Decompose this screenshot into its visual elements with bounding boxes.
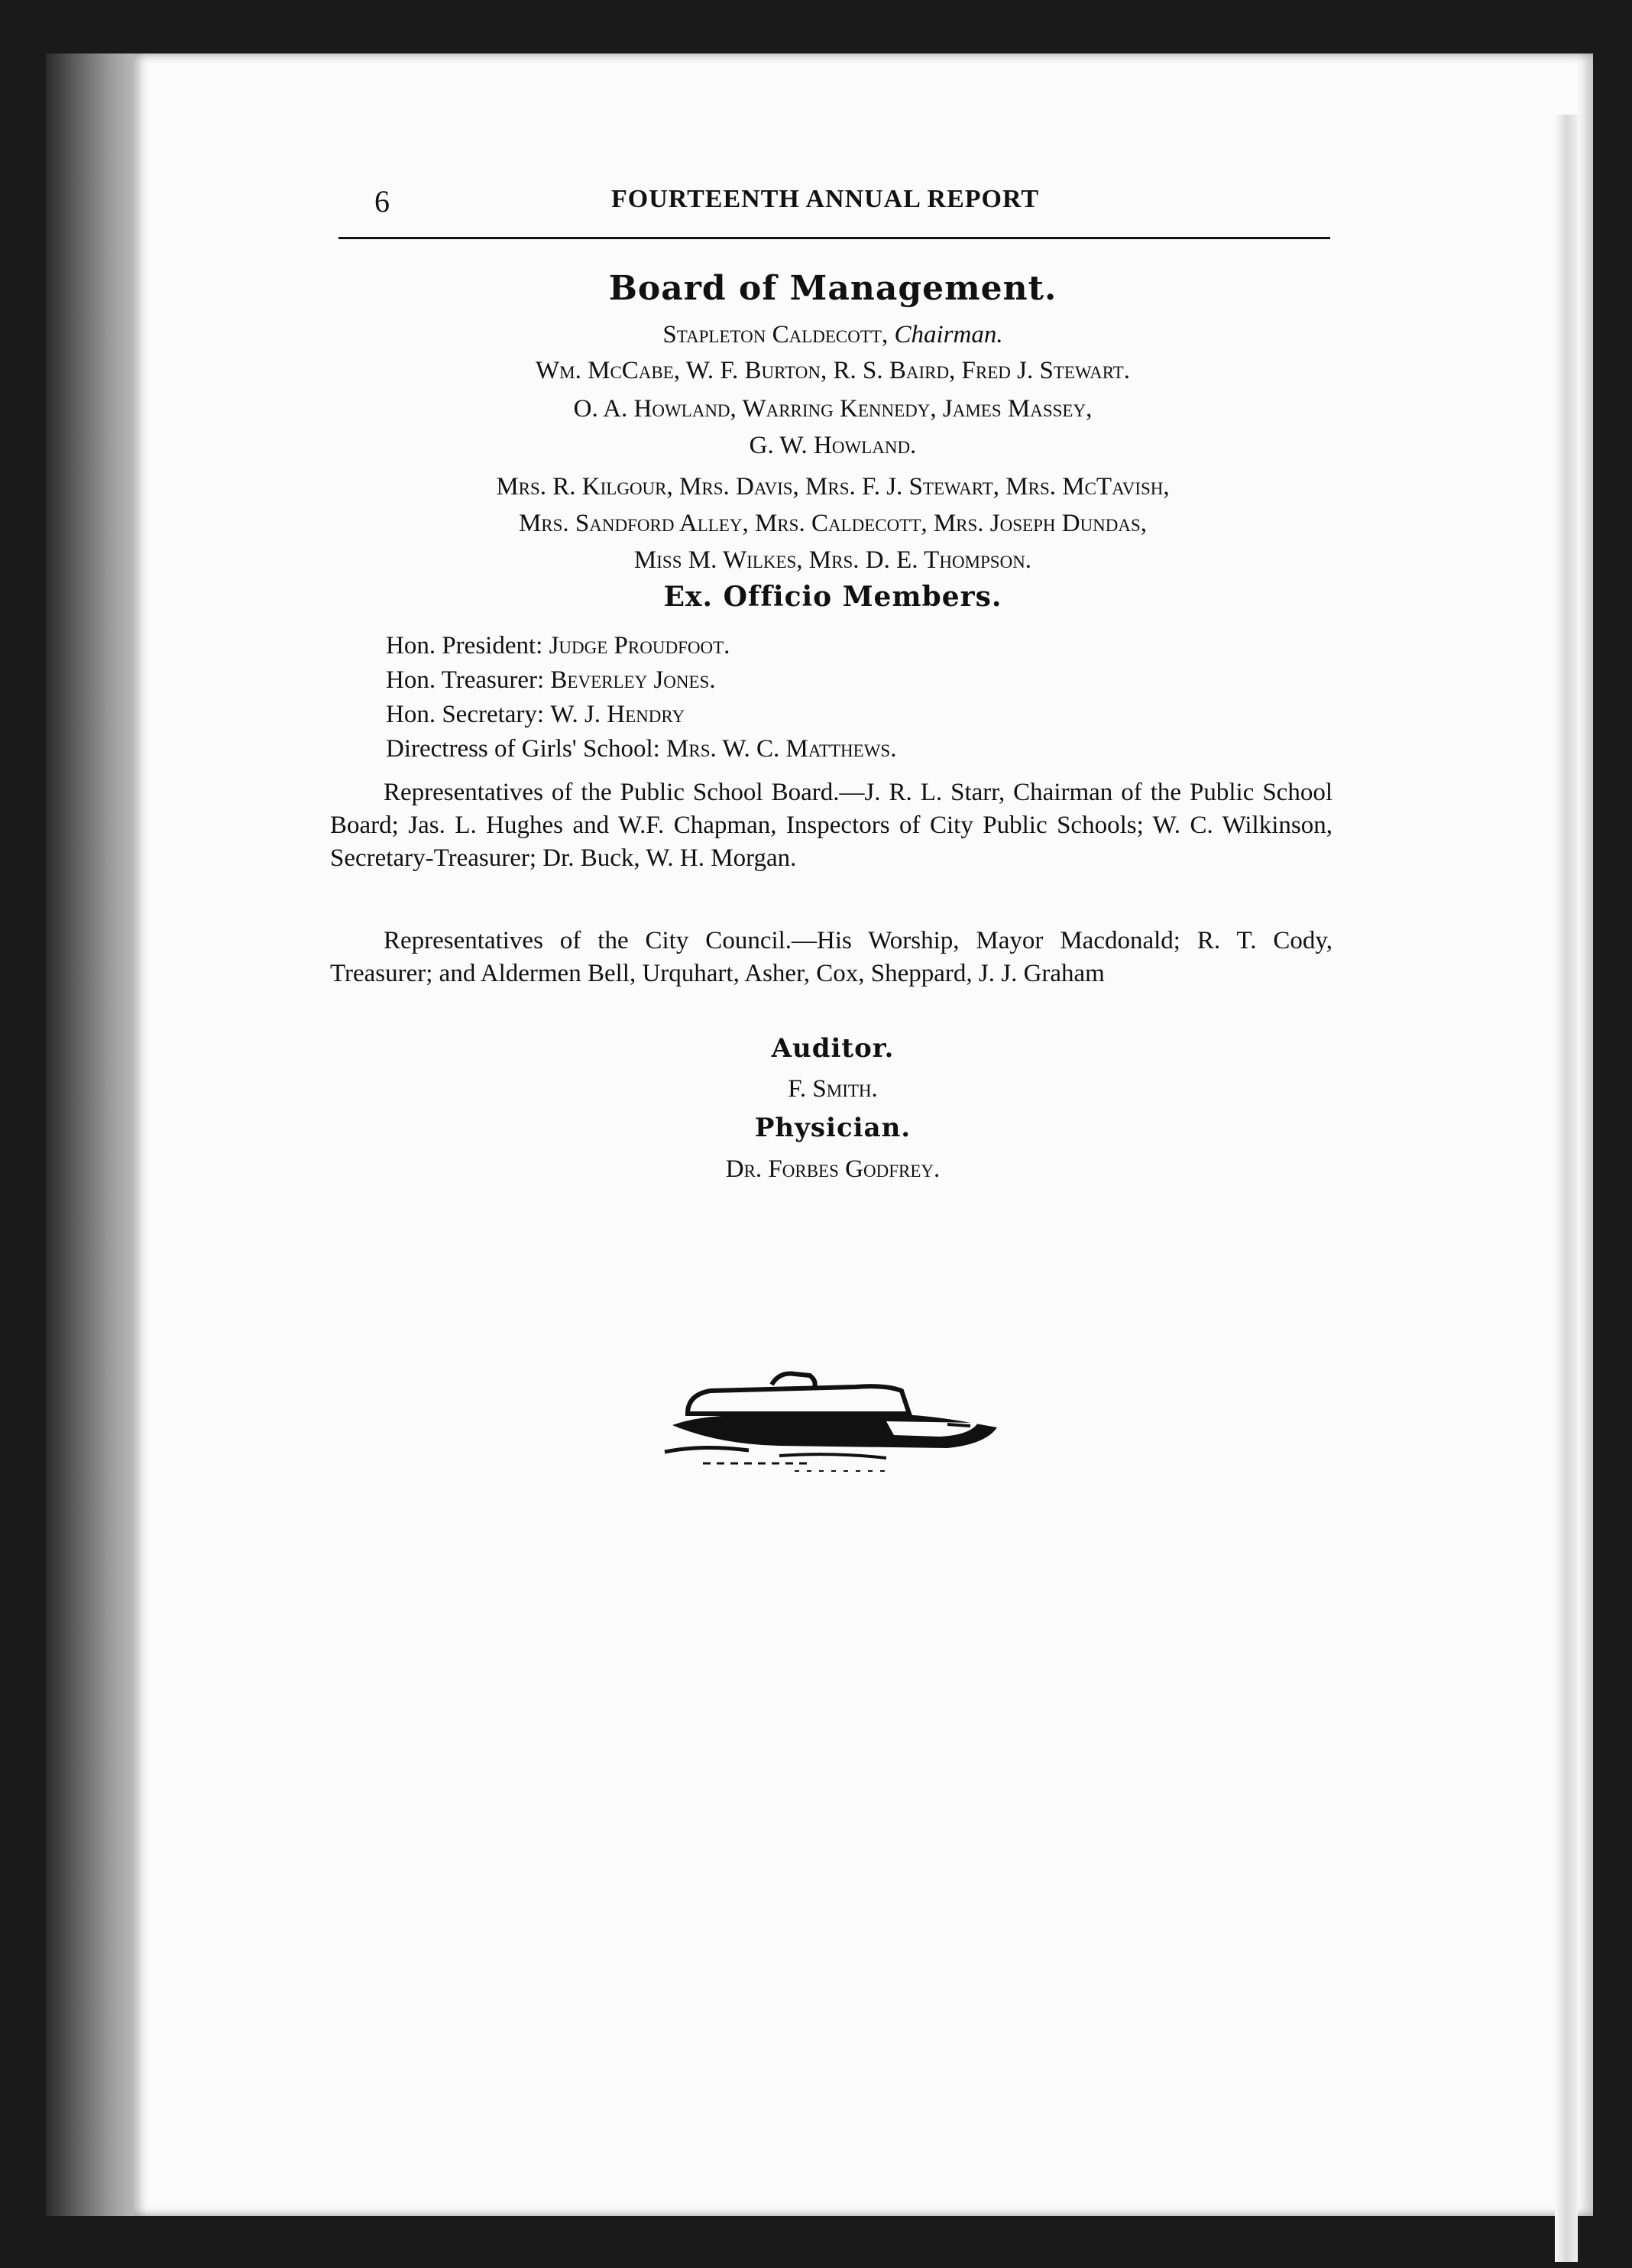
ex-officio-value: Mrs. W. C. Matthews.: [666, 735, 897, 763]
ex-officio-label: Hon. Treasurer:: [386, 666, 545, 694]
book-binding: [46, 53, 138, 2216]
chairman-name: Stapleton Caldecott,: [662, 321, 889, 348]
auditor-heading: Auditor.: [771, 1033, 895, 1064]
ex-officio-label: Directress of Girls' School:: [386, 735, 660, 763]
city-council-text: Representatives of the City Council.—His Worship, Mayor Macdonald; R. T. Cody, Treasurer; and Aldermen Bell, Urquhart, Asher, Cox, Sheppard, J. J. Graham: [330, 927, 1332, 987]
auditor-name: F. Smith.: [788, 1075, 878, 1103]
ex-officio-row: [386, 661, 1333, 699]
ex-officio-row: [386, 730, 1333, 768]
running-head: FOURTEENTH ANNUAL REPORT: [611, 185, 1040, 213]
chairman-role: Chairman.: [894, 321, 1003, 348]
board-heading: Board of Management.: [608, 269, 1057, 308]
members-line: Mrs. Sandford Alley, Mrs. Caldecott, Mrs. Joseph Dundas,: [518, 510, 1148, 537]
ex-officio-heading: Ex. Officio Members.: [663, 581, 1002, 613]
members-line: O. A. Howland, Warring Kennedy, James Massey,: [573, 395, 1093, 423]
chairman-line: [329, 316, 1337, 354]
school-board-paragraph: [330, 776, 1332, 875]
ex-officio-label: Hon. Secretary:: [386, 701, 545, 728]
physician-heading: Physician.: [754, 1113, 912, 1143]
members-line: G. W. Howland.: [749, 432, 917, 459]
school-board-text: Representatives of the Public School Board.—J. R. L. Starr, Chairman of the Public School Board; Jas. L. Hughes and W.F. Chapman, Inspectors of City Public Schools; W. C. Wilkinson, Secretary-Treasurer; Dr. Buck, W. H. Morgan.: [330, 779, 1332, 872]
ex-officio-value: Beverley Jones.: [550, 666, 716, 694]
ex-officio-label: Hon. President:: [386, 632, 543, 659]
members-line: Miss M. Wilkes, Mrs. D. E. Thompson.: [633, 546, 1032, 574]
physician-name: Dr. Forbes Godfrey.: [725, 1155, 941, 1183]
ex-officio-row: [386, 627, 1333, 665]
boat-ornament-icon: [657, 1368, 1009, 1475]
ex-officio-row: [386, 695, 1333, 734]
page-right-edge: [1555, 115, 1578, 2262]
members-line: Wm. McCabe, W. F. Burton, R. S. Baird, Fred J. Stewart.: [536, 357, 1130, 384]
members-line: Mrs. R. Kilgour, Mrs. Davis, Mrs. F. J. Stewart, Mrs. McTavish,: [496, 473, 1170, 501]
city-council-paragraph: [330, 925, 1332, 990]
ex-officio-value: W. J. Hendry: [550, 701, 685, 728]
page-number: 6: [374, 184, 390, 219]
ex-officio-value: Judge Proudfoot.: [549, 632, 730, 659]
header-rule: [338, 237, 1330, 239]
